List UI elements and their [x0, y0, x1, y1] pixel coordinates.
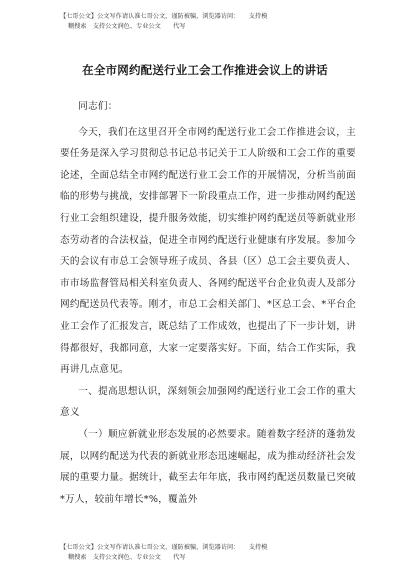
header-line-2: 糊搜索 支持公文润色、专业公文 代写: [68, 23, 186, 30]
document-body: [60, 96, 356, 510]
document-title: 在全市网约配送行业工会工作推进会议上的讲话: [82, 63, 328, 77]
page-footer: [60, 543, 360, 563]
section-heading-1: 一、提高思想认识，深刻领会加强网约配送行业工会工作的重大意义: [60, 385, 356, 419]
greeting: 同志们：: [78, 101, 118, 112]
paragraph-intro: 今天，我们在这里召开全市网约配送行业工会工作推进会议，主要任务是深入学习贯彻总书记总书记关于工人阶级和工会工作的重要论述，全面总结全市网约配送行业工会工作的开展情况，分析当前面临的形势与挑战，安排部署下一阶段重点工作，进一步推动网约配送行业工会组织建设，提升服务效能，切实维护网约配送员等新就业形态劳动者的合法权益，促进全市网约配送行业健康有序发展。参加今天的会议有市总工会领导班子成员、各县（区）总工会主要负责人、市市场监督管局相关科室负责人、各网约配送平台企业负责人及部分网约配送员代表等。刚才，市总工会相关部门、*区总工会、*平台企业工会作了汇报发言，既总结了工作成效，也提出了下一步计划，讲得都很好，我都同意，大家一定要落实好。下面，结合工作实际，我再讲几点意见。: [60, 126, 356, 376]
paragraph-subsection-1: （一）顺应新就业形态发展的必然要求。随着数字经济的蓬勃发展，以网约配送为代表的新就业形态迅速崛起，成为推动经济社会发展的重要力量。据统计，截至去年年底，我市网约配送员数量已突破*万人，较前年增长*%，覆盖外: [60, 428, 356, 505]
page-header: [60, 12, 360, 32]
footer-line-1: 【七哥公文】公文写作请认准七哥公文，谨防被骗，浏览器访问： 支持模: [60, 544, 268, 551]
header-line-1: 【七哥公文】公文写作请认准七哥公文，谨防被骗，浏览器访问： 支持模: [60, 13, 268, 20]
footer-line-2: 糊搜索 支持公文润色、专业公文 代写: [68, 554, 186, 561]
